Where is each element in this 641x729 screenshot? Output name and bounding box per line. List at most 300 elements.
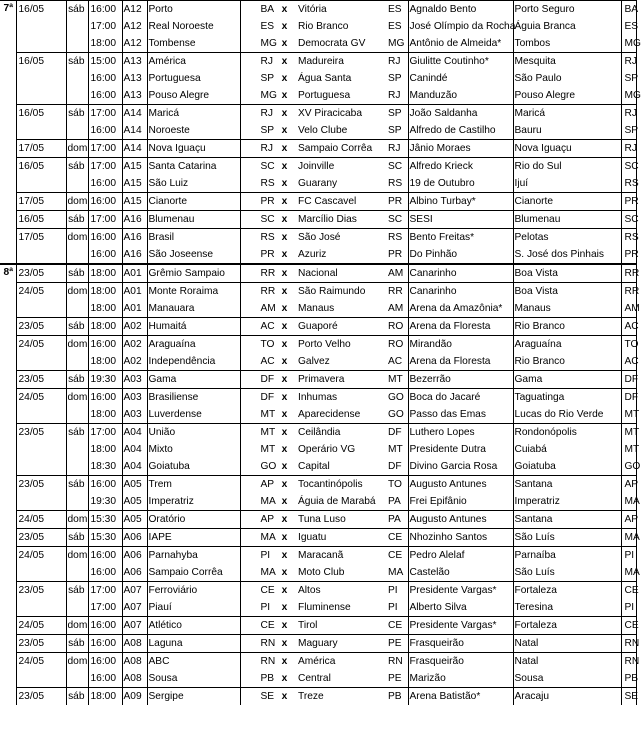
match-date xyxy=(16,18,66,35)
match-date xyxy=(16,175,66,193)
match-code: A05 xyxy=(122,511,147,529)
city-state: MG xyxy=(621,35,636,53)
venue: Frasqueirão xyxy=(408,635,513,653)
versus-mark: x xyxy=(271,582,297,600)
venue: 19 de Outubro xyxy=(408,175,513,193)
match-date xyxy=(16,493,66,511)
city: Boa Vista xyxy=(513,264,621,283)
venue: Albino Turbay* xyxy=(408,193,513,211)
versus-mark: x xyxy=(271,193,297,211)
match-code: A12 xyxy=(122,1,147,19)
home-team: Sergipe xyxy=(147,688,240,706)
match-date xyxy=(16,458,66,476)
match-date xyxy=(16,353,66,371)
away-state: TO xyxy=(387,476,408,494)
table-row xyxy=(0,283,636,301)
match-code: A07 xyxy=(122,617,147,635)
venue: Alfredo Krieck xyxy=(408,158,513,176)
city-state: AP xyxy=(621,476,636,494)
city: Imperatriz xyxy=(513,493,621,511)
city: Rondonópolis xyxy=(513,424,621,442)
home-state: CE xyxy=(240,582,271,600)
away-team: Vitória xyxy=(297,1,387,19)
home-team: São Joseense xyxy=(147,246,240,264)
away-team: Tuna Luso xyxy=(297,511,387,529)
match-weekday: sáb xyxy=(66,158,88,176)
away-team: FC Cascavel xyxy=(297,193,387,211)
away-team: Nacional xyxy=(297,264,387,283)
city: Nova Iguaçu xyxy=(513,140,621,158)
home-state: MA xyxy=(260,496,276,507)
city: Santana xyxy=(513,476,621,494)
match-date: 16/05 xyxy=(16,53,66,71)
city-state: PR xyxy=(621,246,636,264)
table-row xyxy=(0,158,636,176)
match-weekday xyxy=(66,564,88,582)
match-time: 16:00 xyxy=(88,1,122,19)
away-team: Água Santa xyxy=(298,73,352,84)
city-state: MG xyxy=(621,87,636,105)
versus-mark: x xyxy=(271,389,297,407)
city: S. José dos Pinhais xyxy=(513,246,621,264)
away-team: Capital xyxy=(298,461,330,472)
venue: Nhozinho Santos xyxy=(408,529,513,547)
versus-mark: x xyxy=(271,283,297,301)
city: Goiatuba xyxy=(513,458,621,476)
match-time: 18:00 xyxy=(88,35,122,53)
home-team: Portuguesa xyxy=(147,70,240,87)
home-state: PB xyxy=(260,673,275,684)
versus-mark: x xyxy=(271,424,297,442)
match-date: 17/05 xyxy=(16,193,66,211)
versus-mark: x xyxy=(271,653,297,671)
table-row xyxy=(0,617,636,635)
match-weekday: sáb xyxy=(66,635,88,653)
round-label: 7ª xyxy=(0,1,16,265)
match-time: 17:00 xyxy=(88,599,122,617)
versus-mark: x xyxy=(271,264,297,283)
away-state: SC xyxy=(387,211,408,229)
versus-mark: x xyxy=(281,38,288,49)
venue: Antônio de Almeida* xyxy=(408,35,513,53)
home-team: União xyxy=(147,424,240,442)
away-state: PA xyxy=(387,511,408,529)
table-row xyxy=(0,582,636,600)
home-state: DF xyxy=(240,371,271,389)
versus-mark: x xyxy=(271,336,297,354)
match-weekday: dom xyxy=(66,140,88,158)
home-state: SP xyxy=(260,125,275,136)
city: Taguatinga xyxy=(513,389,621,407)
away-state: ES xyxy=(387,1,408,19)
city-state: RJ xyxy=(621,140,636,158)
venue: Luthero Lopes xyxy=(408,424,513,442)
city-state: AC xyxy=(621,353,636,371)
home-team: Nova Iguaçu xyxy=(147,140,240,158)
venue: Arena da Amazônia* xyxy=(408,300,513,318)
home-team: Independência xyxy=(147,353,240,371)
city: São Paulo xyxy=(513,70,621,87)
match-time: 16:00 xyxy=(88,670,122,688)
table-row xyxy=(0,1,636,19)
city-state: MA xyxy=(621,529,636,547)
city: Tombos xyxy=(513,35,621,53)
match-weekday: sáb xyxy=(66,211,88,229)
versus-mark: x xyxy=(271,211,297,229)
match-time: 18:00 xyxy=(88,353,122,371)
away-state: PB xyxy=(387,688,408,706)
match-code: A16 xyxy=(122,246,147,264)
venue: Augusto Antunes xyxy=(408,476,513,494)
table-row xyxy=(0,87,636,105)
home-state: SC xyxy=(240,211,271,229)
match-time: 19:30 xyxy=(88,493,122,511)
venue: Canindé xyxy=(408,70,513,87)
versus-mark: x xyxy=(271,53,297,71)
city-state: AC xyxy=(621,318,636,336)
match-code: A06 xyxy=(122,529,147,547)
match-code: A01 xyxy=(122,300,147,318)
match-code: A15 xyxy=(122,193,147,211)
away-team: Galvez xyxy=(298,356,330,367)
home-state: SE xyxy=(240,688,271,706)
venue: SESI xyxy=(408,211,513,229)
city: Gama xyxy=(513,371,621,389)
away-state: DF xyxy=(387,458,408,476)
home-state: PI xyxy=(260,602,271,613)
away-team: Treze xyxy=(297,688,387,706)
away-state: MG xyxy=(387,35,408,53)
home-state: PR xyxy=(240,193,271,211)
match-date xyxy=(16,670,66,688)
home-team: Brasiliense xyxy=(147,389,240,407)
home-state: RJ xyxy=(240,140,271,158)
city-state: AM xyxy=(621,300,636,318)
home-state: RS xyxy=(260,178,275,189)
versus-mark: x xyxy=(281,303,288,314)
match-code: A14 xyxy=(122,140,147,158)
city-state: SC xyxy=(621,158,636,176)
venue: Castelão xyxy=(408,564,513,582)
away-team: Central xyxy=(298,673,331,684)
venue: Presidente Vargas* xyxy=(408,617,513,635)
city-state: TO xyxy=(621,336,636,354)
home-state: RR xyxy=(240,283,271,301)
venue: Presidente Vargas* xyxy=(408,582,513,600)
table-row xyxy=(0,493,636,511)
away-team: Ceilândia xyxy=(297,424,387,442)
match-code: A12 xyxy=(122,18,147,35)
match-weekday: dom xyxy=(66,193,88,211)
home-team: Brasil xyxy=(147,229,240,247)
away-state: AM xyxy=(387,300,408,318)
venue: Arena Batistão* xyxy=(408,688,513,706)
versus-mark: x xyxy=(281,73,288,84)
versus-mark: x xyxy=(271,371,297,389)
city: Porto Seguro xyxy=(513,1,621,19)
venue: Canarinho xyxy=(408,283,513,301)
venue: Alberto Silva xyxy=(408,599,513,617)
away-state: GO xyxy=(387,406,408,424)
match-date: 17/05 xyxy=(16,229,66,247)
home-team: Manauara xyxy=(147,300,240,318)
match-date xyxy=(16,441,66,458)
venue: Presidente Dutra xyxy=(408,441,513,458)
match-time: 16:00 xyxy=(88,336,122,354)
away-state: RJ xyxy=(387,53,408,71)
home-state: MT xyxy=(240,424,271,442)
city-state: RS xyxy=(621,175,636,193)
match-time: 16:00 xyxy=(88,122,122,140)
home-state: AM xyxy=(260,303,276,314)
home-state: PI xyxy=(240,547,271,565)
away-state: PI xyxy=(387,599,408,617)
city-state: AP xyxy=(621,511,636,529)
home-state: BA xyxy=(240,1,271,19)
table-row xyxy=(0,547,636,565)
match-date xyxy=(16,564,66,582)
table-row xyxy=(0,264,636,283)
match-weekday: sáb xyxy=(66,1,88,19)
table-row xyxy=(0,175,636,193)
home-state: AC xyxy=(260,356,275,367)
match-code: A04 xyxy=(122,424,147,442)
city-state: RJ xyxy=(621,105,636,123)
city-state: SC xyxy=(621,211,636,229)
home-state: RN xyxy=(240,635,271,653)
city-state: RR xyxy=(621,264,636,283)
match-date xyxy=(16,122,66,140)
match-date: 24/05 xyxy=(16,336,66,354)
home-state: MA xyxy=(260,567,276,578)
table-row xyxy=(0,229,636,247)
match-weekday: dom xyxy=(66,229,88,247)
home-state: PR xyxy=(260,249,275,260)
away-team: Guarany xyxy=(298,178,338,189)
match-weekday: dom xyxy=(66,511,88,529)
versus-mark: x xyxy=(281,125,288,136)
venue: Do Pinhão xyxy=(408,246,513,264)
table-row xyxy=(0,336,636,354)
match-date xyxy=(16,35,66,53)
city-state: SP xyxy=(621,70,636,87)
away-team: Porto Velho xyxy=(297,336,387,354)
match-date xyxy=(16,87,66,105)
venue: Marizão xyxy=(408,670,513,688)
home-team: América xyxy=(147,53,240,71)
match-date: 23/05 xyxy=(16,371,66,389)
versus-mark: x xyxy=(281,249,288,260)
away-team: Madureira xyxy=(297,53,387,71)
home-team: Cianorte xyxy=(147,193,240,211)
match-code: A08 xyxy=(122,635,147,653)
away-team: Azuriz xyxy=(298,249,327,260)
away-state: AM xyxy=(387,264,408,283)
city: Cuiabá xyxy=(513,441,621,458)
city: Rio Branco xyxy=(513,318,621,336)
home-state: RJ xyxy=(240,53,271,71)
versus-mark: x xyxy=(271,529,297,547)
city: Rio do Sul xyxy=(513,158,621,176)
away-state: RJ xyxy=(387,87,408,105)
match-code: A08 xyxy=(122,653,147,671)
match-date: 17/05 xyxy=(16,140,66,158)
away-team: Sampaio Corrêa xyxy=(297,140,387,158)
match-weekday: dom xyxy=(66,336,88,354)
home-team: Real Noroeste xyxy=(147,18,240,35)
away-state: SP xyxy=(387,70,408,87)
away-state: PR xyxy=(387,246,408,264)
city-state: DF xyxy=(621,389,636,407)
match-date: 23/05 xyxy=(16,582,66,600)
table-row xyxy=(0,211,636,229)
versus-mark: x xyxy=(271,476,297,494)
match-date xyxy=(16,70,66,87)
table-row xyxy=(0,389,636,407)
table-row xyxy=(0,406,636,424)
city: Cianorte xyxy=(513,193,621,211)
match-weekday xyxy=(66,458,88,476)
match-weekday: sáb xyxy=(66,264,88,283)
away-team: Operário VG xyxy=(298,444,356,455)
table-row xyxy=(0,53,636,71)
match-time: 16:00 xyxy=(88,193,122,211)
city-state: SE xyxy=(621,688,636,706)
home-team: Laguna xyxy=(147,635,240,653)
away-team: Manaus xyxy=(298,303,335,314)
home-team: Parnahyba xyxy=(147,547,240,565)
match-time: 18:00 xyxy=(88,441,122,458)
venue: Canarinho xyxy=(408,264,513,283)
city: São Luís xyxy=(513,529,621,547)
city-state: MT xyxy=(621,424,636,442)
versus-mark: x xyxy=(281,444,288,455)
home-state: MT xyxy=(260,409,276,420)
match-code: A15 xyxy=(122,175,147,193)
venue: Alfredo de Castilho xyxy=(408,122,513,140)
match-time: 18:00 xyxy=(88,688,122,706)
away-team: Joinville xyxy=(297,158,387,176)
table-row xyxy=(0,476,636,494)
match-time: 18:30 xyxy=(88,458,122,476)
away-state: PR xyxy=(387,193,408,211)
venue: Manduzão xyxy=(408,87,513,105)
city: Pouso Alegre xyxy=(513,87,621,105)
away-state: GO xyxy=(387,389,408,407)
home-team: IAPE xyxy=(147,529,240,547)
city-state: SP xyxy=(621,122,636,140)
home-state: RJ xyxy=(240,105,271,123)
home-state: AP xyxy=(240,476,271,494)
away-team: Rio Branco xyxy=(298,21,349,32)
table-row xyxy=(0,300,636,318)
city-state: MA xyxy=(621,493,636,511)
home-team: Atlético xyxy=(147,617,240,635)
home-team: Araguaína xyxy=(147,336,240,354)
match-time: 16:00 xyxy=(88,229,122,247)
match-date: 16/05 xyxy=(16,158,66,176)
match-weekday xyxy=(66,246,88,264)
match-time: 17:00 xyxy=(88,158,122,176)
home-state: MA xyxy=(240,529,271,547)
away-team: América xyxy=(297,653,387,671)
home-team: São Luiz xyxy=(147,175,240,193)
city-state: RR xyxy=(621,283,636,301)
match-code: A03 xyxy=(122,371,147,389)
match-date xyxy=(16,246,66,264)
home-team: Imperatriz xyxy=(147,493,240,511)
away-state: CE xyxy=(387,529,408,547)
match-weekday xyxy=(66,122,88,140)
match-code: A16 xyxy=(122,211,147,229)
away-state: RN xyxy=(387,653,408,671)
away-state: RO xyxy=(387,336,408,354)
match-time: 15:00 xyxy=(88,53,122,71)
home-team: Sampaio Corrêa xyxy=(147,564,240,582)
home-state: GO xyxy=(260,461,277,472)
table-row xyxy=(0,246,636,264)
match-weekday xyxy=(66,300,88,318)
match-date xyxy=(16,599,66,617)
away-team: Iguatu xyxy=(297,529,387,547)
match-code: A02 xyxy=(122,336,147,354)
city: Parnaíba xyxy=(513,547,621,565)
home-state: SP xyxy=(260,73,275,84)
away-state: SC xyxy=(387,158,408,176)
venue: João Saldanha xyxy=(408,105,513,123)
versus-mark: x xyxy=(271,318,297,336)
schedule-body xyxy=(0,1,641,706)
city: Águia Branca xyxy=(513,18,621,35)
match-code: A03 xyxy=(122,389,147,407)
venue: Bezerrão xyxy=(408,371,513,389)
home-team: Oratório xyxy=(147,511,240,529)
match-time: 17:00 xyxy=(88,105,122,123)
away-team: São Raimundo xyxy=(297,283,387,301)
versus-mark: x xyxy=(281,90,288,101)
match-time: 19:30 xyxy=(88,371,122,389)
city-state: PB xyxy=(621,670,636,688)
venue: Arena da Floresta xyxy=(408,353,513,371)
match-weekday: sáb xyxy=(66,371,88,389)
match-date: 23/05 xyxy=(16,476,66,494)
away-team: Tirol xyxy=(297,617,387,635)
home-state: MG xyxy=(260,90,277,101)
city-state: GO xyxy=(621,458,636,476)
match-date: 16/05 xyxy=(16,211,66,229)
table-row xyxy=(0,670,636,688)
versus-mark: x xyxy=(281,673,288,684)
match-weekday xyxy=(66,353,88,371)
city-state: CE xyxy=(621,582,636,600)
match-time: 15:30 xyxy=(88,529,122,547)
city-state: PR xyxy=(621,193,636,211)
city: Ijuí xyxy=(513,175,621,193)
match-date: 23/05 xyxy=(16,688,66,706)
home-state: ES xyxy=(260,21,275,32)
match-code: A03 xyxy=(122,406,147,424)
away-team: Altos xyxy=(297,582,387,600)
match-code: A13 xyxy=(122,53,147,71)
versus-mark: x xyxy=(271,229,297,247)
table-row xyxy=(0,653,636,671)
match-code: A16 xyxy=(122,229,147,247)
match-weekday: dom xyxy=(66,283,88,301)
match-date: 24/05 xyxy=(16,283,66,301)
city: Aracaju xyxy=(513,688,621,706)
away-team: Águia de Marabá xyxy=(298,496,376,507)
table-row xyxy=(0,564,636,582)
